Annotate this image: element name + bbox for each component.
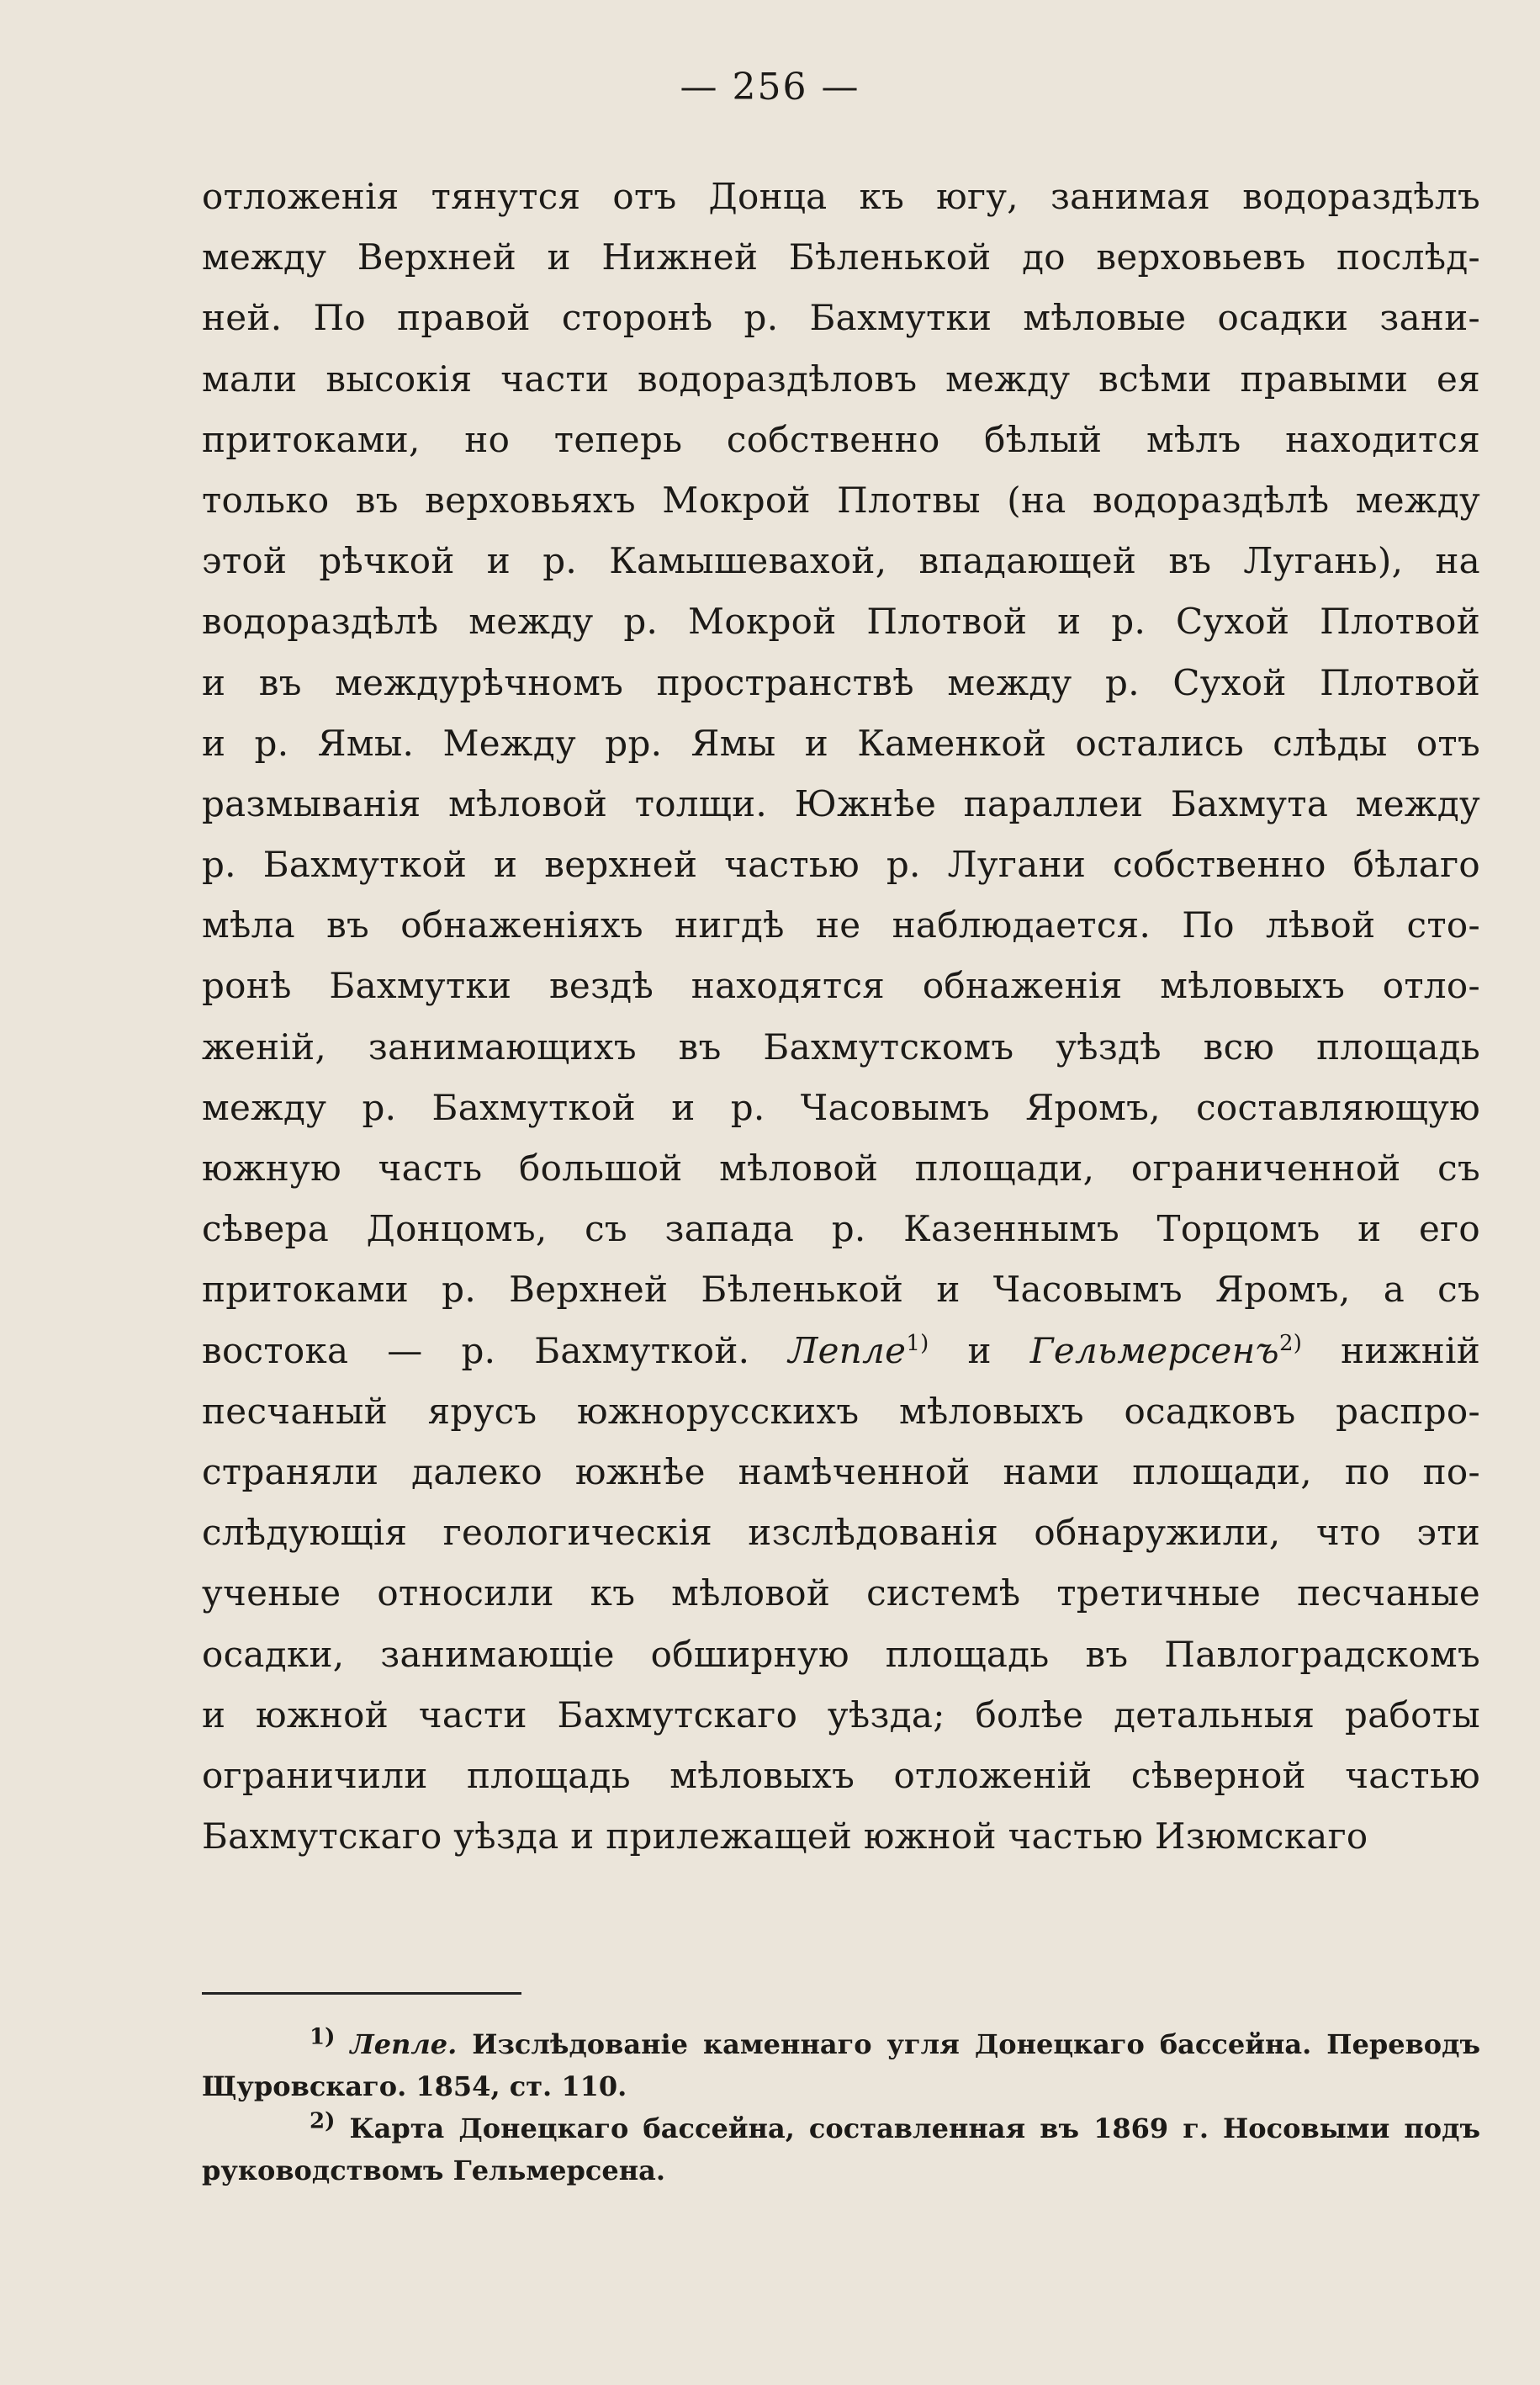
text-line: женій, занимающихъ въ Бахмутскомъ уѣздѣ всю площадь <box>202 1026 1480 1068</box>
text-line: Бахмутскаго уѣзда и прилежащей южной частью Изюмскаго <box>202 1815 1368 1858</box>
text-line: сѣвера Донцомъ, съ запада р. Казеннымъ Торцомъ и его <box>202 1208 1480 1250</box>
text-line: водораздѣлѣ между р. Мокрой Плотвой и р. Сухой Плотвой <box>202 601 1480 643</box>
text-segment: востока — р. Бахмуткой. <box>202 1329 750 1371</box>
text-line: притоками, но теперь собственно бѣлый мѣлъ находится <box>202 418 1480 460</box>
body-text <box>202 167 1480 1867</box>
text-line: этой рѣчкой и р. Камышевахой, впадающей въ Лугань), на <box>202 540 1480 582</box>
footnote-1-continued: Щуровскаго. 1854, ст. 110. <box>202 2070 627 2102</box>
text-line: и южной части Бахмутскаго уѣзда; болѣе детальныя работы <box>202 1693 1480 1736</box>
footnote-divider <box>202 1992 521 1995</box>
footnote-mark-1: 1) <box>310 2024 336 2050</box>
text-line: размыванія мѣловой толщи. Южнѣе параллеи Бахмута между <box>202 782 1480 824</box>
footnote-ref-2[interactable]: 2) <box>1278 1330 1303 1356</box>
text-line: страняли далеко южнѣе намѣченной нами площади, по по- <box>202 1450 1480 1492</box>
text-line: ученые относили къ мѣловой системѣ третичные песчаные <box>202 1572 1480 1614</box>
cited-author-helmersen: Гельмерсенъ <box>1029 1329 1279 1371</box>
text-line: ней. По правой сторонѣ р. Бахмутки мѣловые осадки зани- <box>202 297 1480 339</box>
footnote-2 <box>202 2107 1480 2149</box>
text-line-with-citations <box>202 1321 1480 1381</box>
text-line: между р. Бахмуткой и р. Часовымъ Яромъ, составляющую <box>202 1086 1480 1128</box>
text-line: и р. Ямы. Между рр. Ямы и Каменкой остались слѣды отъ <box>202 722 1480 764</box>
text-line: отложенія тянутся отъ Донца къ югу, занимая водораздѣлъ <box>202 176 1480 217</box>
text-line: и въ междурѣчномъ пространствѣ между р. Сухой Плотвой <box>202 661 1480 703</box>
footnote-text: Изслѣдованіе каменнаго угля Донецкаго бассейна. Переводъ <box>472 2028 1481 2060</box>
text-line: слѣдующія геологическія изслѣдованія обнаружили, что эти <box>202 1512 1480 1554</box>
text-line: южную часть большой мѣловой площади, ограниченной съ <box>202 1147 1480 1189</box>
footnote-ref-1[interactable]: 1) <box>906 1330 929 1356</box>
footnote-text: Карта Донецкаго бассейна, составленная въ 1869 г. Носовыми подъ <box>349 2112 1481 2144</box>
page-number: — 256 — <box>680 66 860 109</box>
footnote-mark-2: 2) <box>310 2108 336 2134</box>
text-segment: нижній <box>1341 1329 1481 1371</box>
text-line: р. Бахмуткой и верхней частью р. Лугани собственно бѣлаго <box>202 844 1480 886</box>
text-line: притоками р. Верхней Бѣленькой и Часовымъ Яромъ, а съ <box>202 1269 1480 1311</box>
text-segment: и <box>967 1329 992 1371</box>
footnote-1 <box>202 2023 1480 2065</box>
text-line: только въ верховьяхъ Мокрой Плотвы (на водораздѣлѣ между <box>202 479 1480 521</box>
text-line: песчаный ярусъ южнорусскихъ мѣловыхъ осадковъ распро- <box>202 1390 1480 1432</box>
footnote-2-continued: руководствомъ Гельмерсена. <box>202 2154 665 2186</box>
footnote-author: Лепле. <box>350 2028 458 2060</box>
text-line: осадки, занимающіе обширную площадь въ Павлоградскомъ <box>202 1633 1480 1675</box>
text-line: между Верхней и Нижней Бѣленькой до верховьевъ послѣд- <box>202 236 1480 278</box>
text-line: ограничили площадь мѣловыхъ отложеній сѣверной частью <box>202 1754 1480 1796</box>
footnotes <box>202 2023 1480 2192</box>
cited-author-lepl: Лепле <box>788 1329 907 1371</box>
text-line: ронѣ Бахмутки вездѣ находятся обнаженія мѣловыхъ отло- <box>202 965 1480 1007</box>
text-line: мѣла въ обнаженіяхъ нигдѣ не наблюдается. По лѣвой сто- <box>202 904 1480 946</box>
text-line: мали высокія части водораздѣловъ между всѣми правыми ея <box>202 358 1480 400</box>
